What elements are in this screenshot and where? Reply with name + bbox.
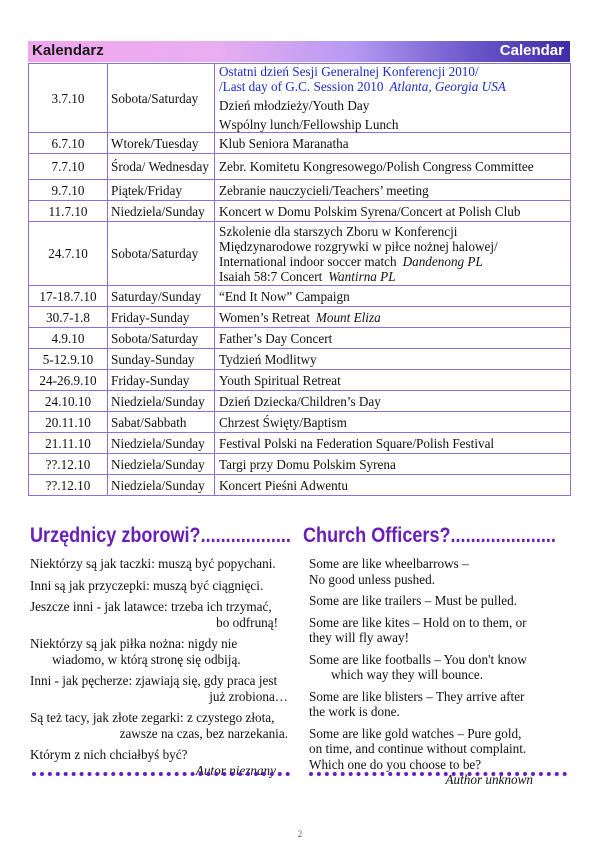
event-date: 30.7-1.8 bbox=[29, 307, 108, 328]
event-line bbox=[219, 415, 567, 430]
event-day: Niedziela/Sunday bbox=[108, 475, 215, 496]
poem-line: Which one do you choose to be? bbox=[309, 756, 482, 772]
event-line-text: International indoor soccer match bbox=[219, 253, 397, 269]
event-date: 24.10.10 bbox=[29, 391, 108, 412]
poem-line: zawsze na czas, bez narzekania. bbox=[119, 725, 288, 741]
event-line bbox=[219, 478, 567, 493]
calendar-row bbox=[29, 433, 571, 454]
event-line-text: Dzień młodzieży/Youth Day bbox=[219, 98, 370, 113]
english-poem bbox=[309, 556, 571, 788]
event-line bbox=[219, 204, 567, 219]
event-line-text: Isaiah 58:7 Concert bbox=[219, 268, 323, 284]
event-description bbox=[215, 412, 571, 433]
calendar-table bbox=[28, 63, 571, 496]
event-line-text: /Last day of G.C. Session 2010 bbox=[219, 79, 384, 94]
event-location: Wantirna PL bbox=[328, 268, 396, 284]
calendar-row bbox=[29, 454, 571, 475]
event-date: 9.7.10 bbox=[29, 180, 108, 201]
event-line-text: Chrzest Święty/Baptism bbox=[219, 414, 347, 430]
calendar-row bbox=[29, 475, 571, 496]
event-location: Dandenong PL bbox=[402, 253, 483, 269]
poem-line: Some are like kites – Hold on to them, or bbox=[309, 614, 527, 630]
event-description bbox=[215, 201, 571, 222]
event-line-text: Tydzień Modlitwy bbox=[219, 351, 317, 367]
event-line bbox=[219, 64, 567, 79]
event-date: 24.7.10 bbox=[29, 222, 108, 286]
event-line bbox=[219, 98, 567, 113]
event-line-text: Koncert w Domu Polskim Syrena/Concert at Polish Club bbox=[219, 203, 521, 219]
poem-line: Some are like wheelbarrows – bbox=[309, 556, 469, 571]
calendar-row bbox=[29, 412, 571, 433]
event-day: Saturday/Sunday bbox=[108, 286, 215, 307]
event-date: 11.7.10 bbox=[29, 201, 108, 222]
calendar-row bbox=[29, 286, 571, 307]
poem-line: on time, and continue without complaint. bbox=[309, 741, 527, 756]
event-day: Sunday-Sunday bbox=[108, 349, 215, 370]
event-line-text: “End It Now” Campaign bbox=[219, 288, 350, 304]
calendar-row bbox=[29, 201, 571, 222]
poem-line: Którym z nich chciałbyś być? bbox=[30, 747, 188, 762]
header-title-polish: Kalendarz bbox=[32, 42, 104, 59]
event-day: Niedziela/Sunday bbox=[108, 433, 215, 454]
event-line-text: Międzynarodowe rozgrywki w piłce nożnej halowej/ bbox=[219, 238, 498, 254]
event-day: Niedziela/Sunday bbox=[108, 391, 215, 412]
event-line bbox=[219, 394, 567, 409]
event-date: ??.12.10 bbox=[29, 475, 108, 496]
event-line bbox=[219, 136, 567, 151]
event-date: 7.7.10 bbox=[29, 154, 108, 180]
poem-line: Some are like gold watches – Pure gold, bbox=[309, 725, 522, 741]
event-line-text: Szkolenie dla starszych Zboru w Konferencji bbox=[219, 223, 458, 239]
event-description bbox=[215, 349, 571, 370]
event-date: 21.11.10 bbox=[29, 433, 108, 454]
officers-heading-english: Church Officers?..................... bbox=[303, 524, 556, 547]
event-description bbox=[215, 154, 571, 180]
event-description bbox=[215, 64, 571, 133]
event-line bbox=[219, 310, 567, 325]
calendar-row bbox=[29, 180, 571, 201]
event-day: Wtorek/Tuesday bbox=[108, 133, 215, 154]
event-day: Sobota/Saturday bbox=[108, 222, 215, 286]
event-day: Sobota/Saturday bbox=[108, 328, 215, 349]
event-description bbox=[215, 133, 571, 154]
event-day: Niedziela/Sunday bbox=[108, 454, 215, 475]
event-date: 20.11.10 bbox=[29, 412, 108, 433]
event-line bbox=[219, 352, 567, 367]
event-line-text: Festival Polski na Federation Square/Polish Festival bbox=[219, 435, 495, 451]
event-description bbox=[215, 328, 571, 349]
calendar-row bbox=[29, 307, 571, 328]
event-date: ??.12.10 bbox=[29, 454, 108, 475]
header-title-english: Calendar bbox=[499, 42, 564, 59]
calendar-row bbox=[29, 349, 571, 370]
event-line bbox=[219, 331, 567, 346]
event-line-text: Ostatni dzień Sesji Generalnej Konferencji 2010/ bbox=[219, 64, 479, 79]
poem-line: bo odfruną! bbox=[216, 614, 278, 630]
event-description bbox=[215, 454, 571, 475]
poem-line: Niektórzy są jak piłka nożna: nigdy nie bbox=[30, 636, 238, 651]
poem-line: Inni są jak przyczepki: muszą być ciągnięci. bbox=[30, 577, 264, 593]
event-line bbox=[219, 457, 567, 472]
event-line-text: Women’s Retreat bbox=[219, 309, 310, 325]
event-date: 5-12.9.10 bbox=[29, 349, 108, 370]
event-description bbox=[215, 475, 571, 496]
event-line-text: Koncert Pieśni Adwentu bbox=[219, 477, 348, 493]
calendar-row bbox=[29, 328, 571, 349]
page-number: 2 bbox=[297, 829, 303, 839]
event-line-text: Father’s Day Concert bbox=[219, 330, 333, 346]
event-line bbox=[219, 117, 567, 132]
calendar-row bbox=[29, 370, 571, 391]
event-day: Sobota/Saturday bbox=[108, 64, 215, 133]
poem-line: Inni - jak pęcherze: zjawiają się, gdy praca jest bbox=[30, 673, 278, 688]
calendar-row bbox=[29, 391, 571, 412]
event-line-text: Targi przy Domu Polskim Syrena bbox=[219, 456, 396, 472]
event-location: Mount Eliza bbox=[315, 309, 381, 325]
event-line-text: Zebranie nauczycieli/Teachers’ meeting bbox=[219, 182, 429, 198]
calendar-row bbox=[29, 64, 571, 133]
event-date: 6.7.10 bbox=[29, 133, 108, 154]
polish-poem bbox=[30, 556, 292, 778]
event-line bbox=[219, 269, 567, 284]
poem-line: the work is done. bbox=[309, 704, 400, 719]
event-line-text: Zebr. Komitetu Kongresowego/Polish Congress Committee bbox=[219, 159, 534, 174]
event-day: Sabat/Sabbath bbox=[108, 412, 215, 433]
poem-line: they will fly away! bbox=[309, 630, 409, 645]
event-day: Środa/ Wednesday bbox=[108, 154, 215, 180]
event-line bbox=[219, 239, 567, 254]
poem-line: Some are like trailers – Must be pulled. bbox=[309, 593, 518, 608]
poem-author: Autor nieznany bbox=[195, 762, 276, 778]
event-location: Atlanta, Georgia USA bbox=[389, 79, 506, 94]
poem-line: Są też tacy, jak złote zegarki: z czystego złota, bbox=[30, 710, 275, 725]
event-date: 4.9.10 bbox=[29, 328, 108, 349]
event-date: 24-26.9.10 bbox=[29, 370, 108, 391]
officers-heading-polish: Urzędnicy zborowi?.................. bbox=[30, 524, 291, 547]
event-day: Piątek/Friday bbox=[108, 180, 215, 201]
event-date: 17-18.7.10 bbox=[29, 286, 108, 307]
event-day: Friday-Sunday bbox=[108, 370, 215, 391]
poem-line: No good unless pushed. bbox=[309, 571, 436, 587]
dotted-divider-right bbox=[309, 772, 567, 776]
poem-line: Niektórzy są jak taczki: muszą być popychani. bbox=[30, 556, 276, 571]
event-description bbox=[215, 286, 571, 307]
dotted-divider-left bbox=[32, 772, 290, 776]
poem-line: już zrobiona… bbox=[209, 688, 288, 704]
event-date: 3.7.10 bbox=[29, 64, 108, 133]
event-day: Friday-Sunday bbox=[108, 307, 215, 328]
event-line bbox=[219, 436, 567, 451]
event-day: Niedziela/Sunday bbox=[108, 201, 215, 222]
poem-line: Jeszcze inni - jak latawce: trzeba ich trzymać, bbox=[30, 599, 272, 614]
event-description bbox=[215, 180, 571, 201]
event-line bbox=[219, 254, 567, 269]
event-description bbox=[215, 370, 571, 391]
poem-line: Some are like blisters – They arrive after bbox=[309, 688, 525, 704]
event-description bbox=[215, 433, 571, 454]
calendar-row bbox=[29, 154, 571, 180]
poem-line: which way they will bounce. bbox=[331, 667, 483, 682]
event-line bbox=[219, 79, 567, 94]
event-description bbox=[215, 222, 571, 286]
event-line bbox=[219, 183, 567, 198]
event-description bbox=[215, 307, 571, 328]
event-description bbox=[215, 391, 571, 412]
event-line-text: Dzień Dziecka/Children’s Day bbox=[219, 393, 381, 409]
event-line bbox=[219, 289, 567, 304]
poem-line: wiadomo, w którą stronę się odbiją. bbox=[52, 651, 241, 667]
calendar-row bbox=[29, 133, 571, 154]
event-line bbox=[219, 159, 567, 174]
calendar-row bbox=[29, 222, 571, 286]
calendar-header bbox=[28, 41, 570, 62]
poem-author: Author unknown bbox=[445, 772, 533, 787]
event-line-text: Youth Spiritual Retreat bbox=[219, 372, 341, 388]
event-line-text: Wspólny lunch/Fellowship Lunch bbox=[219, 117, 399, 132]
poem-line: Some are like footballs – You don't know bbox=[309, 651, 527, 667]
event-line bbox=[219, 224, 567, 239]
event-line bbox=[219, 373, 567, 388]
event-line-text: Klub Seniora Maranatha bbox=[219, 135, 349, 151]
